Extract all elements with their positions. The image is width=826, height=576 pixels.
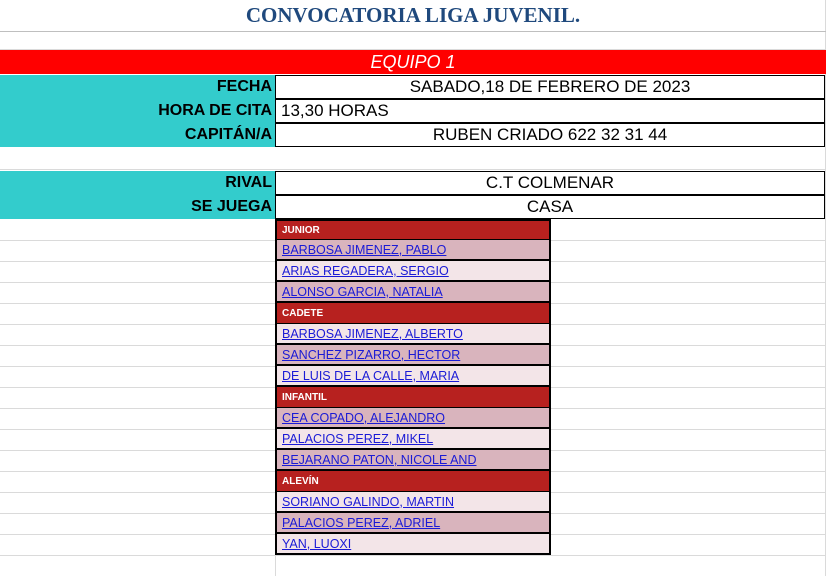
player-link[interactable]: BARBOSA JIMENEZ, ALBERTO (275, 324, 551, 345)
player-link[interactable]: ARIAS REGADERA, SERGIO (275, 261, 551, 282)
capitan-label: CAPITÁN/A (0, 123, 275, 147)
hora-label: HORA DE CITA (0, 99, 275, 123)
fecha-label: FECHA (0, 75, 275, 99)
team-header: EQUIPO 1 (0, 50, 826, 74)
hora-value[interactable]: 13,30 HORAS (275, 99, 825, 123)
player-link[interactable]: CEA COPADO, ALEJANDRO (275, 408, 551, 429)
player-link[interactable]: SANCHEZ PIZARRO, HECTOR (275, 345, 551, 366)
rival-value[interactable]: C.T COLMENAR (275, 171, 825, 195)
gridline (0, 169, 826, 170)
fecha-value[interactable]: SABADO,18 DE FEBRERO DE 2023 (275, 75, 825, 99)
juega-value[interactable]: CASA (275, 195, 825, 219)
sheet-title: CONVOCATORIA LIGA JUVENIL. (0, 0, 826, 32)
player-link[interactable]: ALONSO GARCIA, NATALIA (275, 282, 551, 303)
player-link[interactable]: BARBOSA JIMENEZ, PABLO (275, 240, 551, 261)
player-link[interactable]: PALACIOS PEREZ, ADRIEL (275, 513, 551, 534)
player-link[interactable]: DE LUIS DE LA CALLE, MARIA (275, 366, 551, 387)
juega-label: SE JUEGA (0, 195, 275, 219)
category-header: INFANTIL (275, 387, 551, 408)
capitan-value[interactable]: RUBEN CRIADO 622 32 31 44 (275, 123, 825, 147)
player-link[interactable]: SORIANO GALINDO, MARTIN (275, 492, 551, 513)
player-link[interactable]: BEJARANO PATON, NICOLE AND (275, 450, 551, 471)
gridline (0, 555, 826, 556)
category-header: CADETE (275, 303, 551, 324)
category-header: ALEVÍN (275, 471, 551, 492)
roster-list (275, 219, 551, 555)
category-header: JUNIOR (275, 219, 551, 240)
player-link[interactable]: YAN, LUOXI (275, 534, 551, 555)
player-link[interactable]: PALACIOS PEREZ, MIKEL (275, 429, 551, 450)
rival-label: RIVAL (0, 171, 275, 195)
